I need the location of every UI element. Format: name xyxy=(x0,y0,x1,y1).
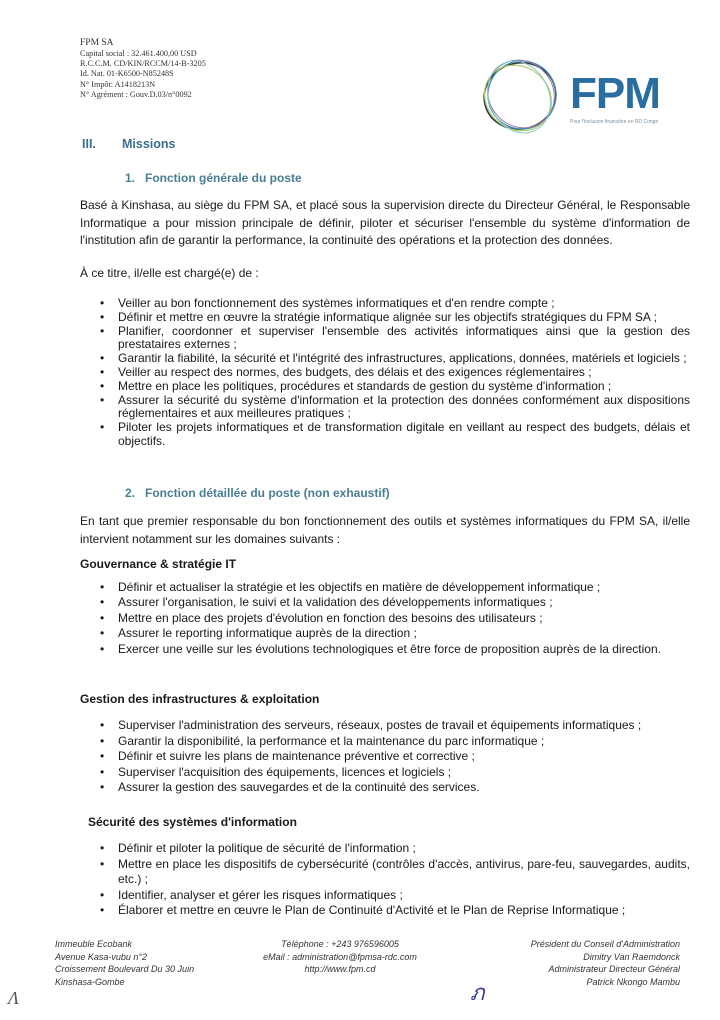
rings-logo-icon xyxy=(478,56,564,136)
subsection-2-heading xyxy=(125,486,390,500)
logo-wordmark: FPM xyxy=(570,69,660,118)
list-item: • Assurer le reporting informatique auprès de la direction ; xyxy=(100,626,690,641)
address-line: Kinshasa-Gombe xyxy=(55,976,125,987)
section-number: III. xyxy=(82,137,96,151)
group-heading-governance: Gouvernance & stratégie IT xyxy=(80,557,237,571)
subsection-1-title: Fonction générale du poste xyxy=(145,171,302,185)
list-item: • Assurer l'organisation, le suivi et la validation des développements informatiques ; xyxy=(100,595,690,610)
list-item: • Définir et actualiser la stratégie et les objectifs en matière de développement informatique ; xyxy=(100,580,690,595)
handwritten-initials: ภ xyxy=(470,980,485,1005)
agrement-line: N° Agrément : Gouv.D.03/n°0092 xyxy=(80,89,192,99)
subsection-2-number: 2. xyxy=(125,486,136,500)
security-list xyxy=(100,841,690,919)
board-role: Administrateur Directeur Général xyxy=(548,964,680,974)
list-item: • Élaborer et mettre en œuvre le Plan de Continuité d'Activité et le Plan de Reprise Informatique ; xyxy=(100,903,690,919)
section-heading xyxy=(82,137,176,151)
impot-line: N° Impôt: A1418213N xyxy=(80,79,156,89)
subsection-2-title: Fonction détaillée du poste (non exhaustif) xyxy=(145,486,390,500)
list-item: • Exercer une veille sur les évolutions technologiques et être force de proposition auprès de la direction. xyxy=(100,642,690,657)
board-name: Dimitry Van Raemdonck xyxy=(583,951,680,962)
list-item: • Assurer la gestion des sauvegardes et de la continuité des services. xyxy=(100,780,690,796)
address-line: Avenue Kasa-vubu n°2 xyxy=(55,951,147,962)
list-item: • Superviser l'acquisition des équipements, licences et logiciels ; xyxy=(100,765,690,781)
infrastructure-list xyxy=(100,718,690,796)
list-item: • Veiller au respect des normes, des budgets, des délais et des exigences réglementaires ; xyxy=(100,366,690,380)
list-item: • Mettre en place des projets d'évolution en fonction des besoins des utilisateurs ; xyxy=(100,611,690,626)
website-link[interactable]: http://www.fpm.cd xyxy=(304,964,376,974)
detailed-function-paragraph: En tant que premier responsable du bon fonctionnement des outils et systèmes informatiques du FPM SA, il/elle intervient notamment sur les domaines suivants : xyxy=(80,514,690,546)
list-item: • Garantir la fiabilité, la sécurité et l'intégrité des infrastructures, applications, données, matériels et logiciels ; xyxy=(100,352,690,366)
handwritten-mark: Λ xyxy=(8,988,19,1008)
address-line: Croissement Boulevard Du 30 Juin xyxy=(55,964,195,974)
board-role: Président du Conseil d'Administration xyxy=(530,939,680,949)
rccm-line: R.C.C.M. CD/KIN/RCCM/14-B-3205 xyxy=(80,59,206,69)
list-item: • Garantir la disponibilité, la performance et la maintenance du parc informatique ; xyxy=(100,734,690,750)
list-item: • Définir et suivre les plans de maintenance préventive et corrective ; xyxy=(100,749,690,765)
fpm-logo xyxy=(478,56,688,136)
email-line: eMail : administration@fpmsa-rdc.com xyxy=(263,951,417,962)
address-line: Immeuble Ecobank xyxy=(55,939,133,949)
footer-contact xyxy=(240,938,440,976)
footer-address xyxy=(55,938,194,988)
capital-line: Capital social : 32.461.400,00 USD xyxy=(80,49,197,58)
subsection-1-heading xyxy=(125,171,302,185)
section-title: Missions xyxy=(122,137,176,151)
list-item: • Mettre en place les politiques, procédures et standards de gestion du système d'information ; xyxy=(100,380,690,394)
company-header xyxy=(80,38,206,100)
list-item: • Mettre en place les dispositifs de cybersécurité (contrôles d'accès, antivirus, pare-feu, sauvegardes, audits, etc.) ; xyxy=(100,857,690,888)
logo-tagline: Pour l'inclusion financière en RD Congo xyxy=(570,119,659,125)
list-item: • Veiller au bon fonctionnement des systèmes informatiques et d'en rendre compte ; xyxy=(100,297,690,311)
footer-board xyxy=(531,938,680,988)
board-name: Patrick Nkongo Mambu xyxy=(586,976,680,987)
id-nat-line: Id. Nat. 01-K6500-N85248S xyxy=(80,69,174,79)
subsection-1-number: 1. xyxy=(125,171,136,185)
governance-list xyxy=(100,580,690,657)
general-function-paragraph: Basé à Kinshasa, au siège du FPM SA, et placé sous la supervision directe du Directeur Général, le Responsable Informatique a pour mission principale de définir, piloter et sécuriser l'ensemble du système d'information de l'institution afin de garantir la performance, la continuité des opérations et la protection des données. xyxy=(80,198,690,247)
duties-intro: À ce titre, il/elle est chargé(e) de : xyxy=(80,266,259,280)
phone-line: Téléphone : +243 976596005 xyxy=(281,939,399,949)
list-item: • Piloter les projets informatiques et de transformation digitale en veillant au respect des budgets, délais et objectifs. xyxy=(100,421,690,449)
group-heading-infrastructure: Gestion des infrastructures & exploitation xyxy=(80,692,320,706)
list-item: • Définir et piloter la politique de sécurité de l'information ; xyxy=(100,841,690,857)
list-item: • Superviser l'administration des serveurs, réseaux, postes de travail et équipements informatiques ; xyxy=(100,718,690,734)
list-item: • Identifier, analyser et gérer les risques informatiques ; xyxy=(100,888,690,904)
list-item: • Définir et mettre en œuvre la stratégie informatique alignée sur les objectifs stratégiques du FPM SA ; xyxy=(100,311,690,325)
company-name: FPM SA xyxy=(80,38,114,48)
list-item: • Planifier, coordonner et superviser l'ensemble des activités informatiques ainsi que la gestion des prestataires externes ; xyxy=(100,325,690,353)
list-item: • Assurer la sécurité du système d'information et la protection des données conformément aux dispositions réglementaires et aux meilleures pratiques ; xyxy=(100,394,690,422)
group-heading-security: Sécurité des systèmes d'information xyxy=(88,815,297,829)
general-duties-list xyxy=(100,297,690,449)
